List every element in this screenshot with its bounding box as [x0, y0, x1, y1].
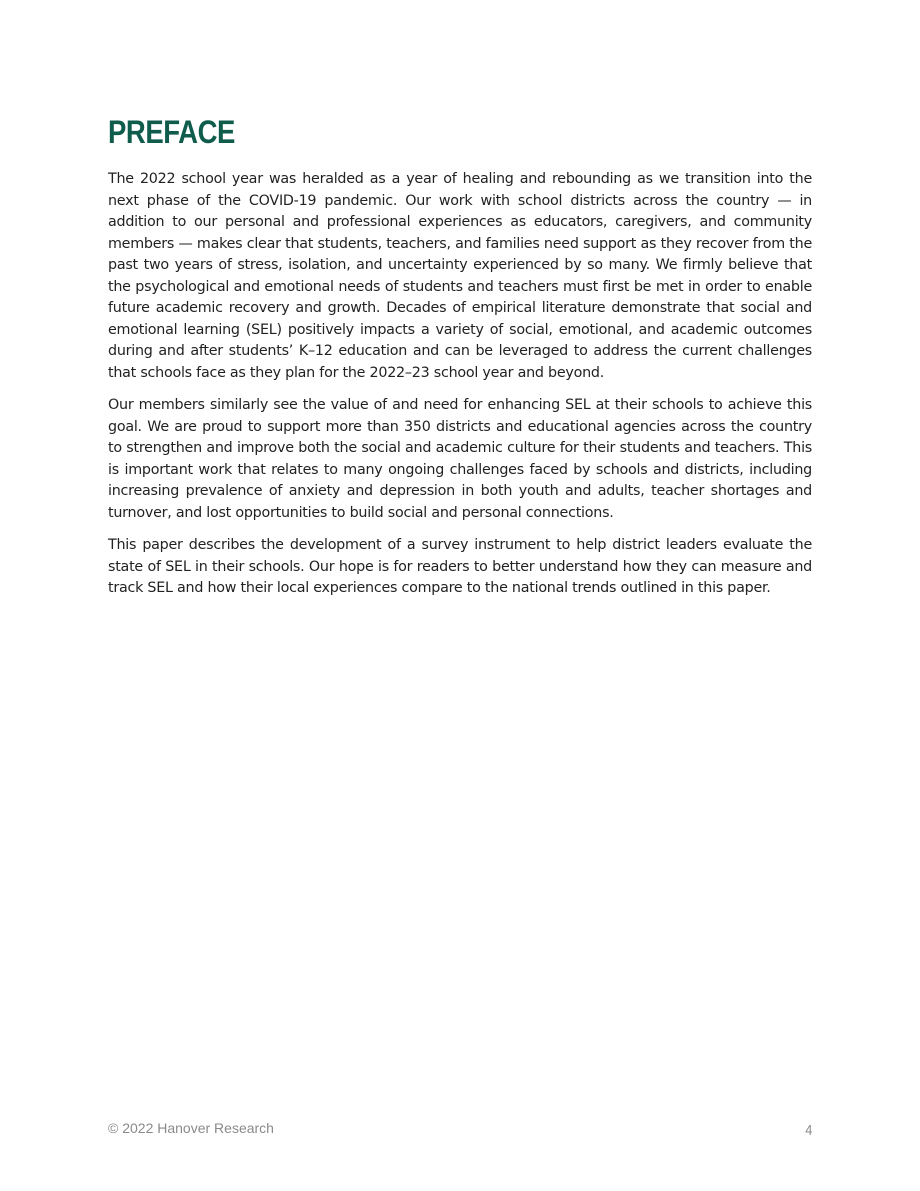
paragraph-1: The 2022 school year was heralded as a year of healing and rebounding as we transition into the next phase of the COVID-19 pandemic. Our work with school districts across the country — in addition to our personal and professional experiences as educators, caregivers, and community members — makes clear that students, teachers, and families need support as they recover from the past two years of stress, isolation, and uncertainty experienced by so many. We firmly believe that the psychological and emotional needs of students and teachers must first be met in order to enable future academic recovery and growth. Decades of empirical literature demonstrate that social and emotional learning (SEL) positively impacts a variety of social, emotional, and academic outcomes during and after students’ K–12 education and can be leveraged to address the current challenges that schools face as they plan for the 2022–23 school year and beyond.: [108, 171, 812, 381]
page-number: 4: [804, 1122, 812, 1139]
page-title: PREFACE: [108, 114, 235, 150]
paragraph-3: This paper describes the development of a survey instrument to help district leaders evaluate the state of SEL in their schools. Our hope is for readers to better understand how they can measure and track SEL and how their local experiences compare to the national trends outlined in this paper.: [108, 537, 812, 596]
footer-copyright: © 2022 Hanover Research: [108, 1120, 274, 1136]
paragraph-2: Our members similarly see the value of and need for enhancing SEL at their schools to achieve this goal. We are proud to support more than 350 districts and educational agencies across the country to strengthen and improve both the social and academic culture for their students and teachers. This is important work that relates to many ongoing challenges faced by schools and districts, including increasing prevalence of anxiety and depression in both youth and adults, teacher shortages and turnover, and lost opportunities to build social and personal connections.: [108, 397, 812, 521]
body-text: [108, 169, 812, 611]
